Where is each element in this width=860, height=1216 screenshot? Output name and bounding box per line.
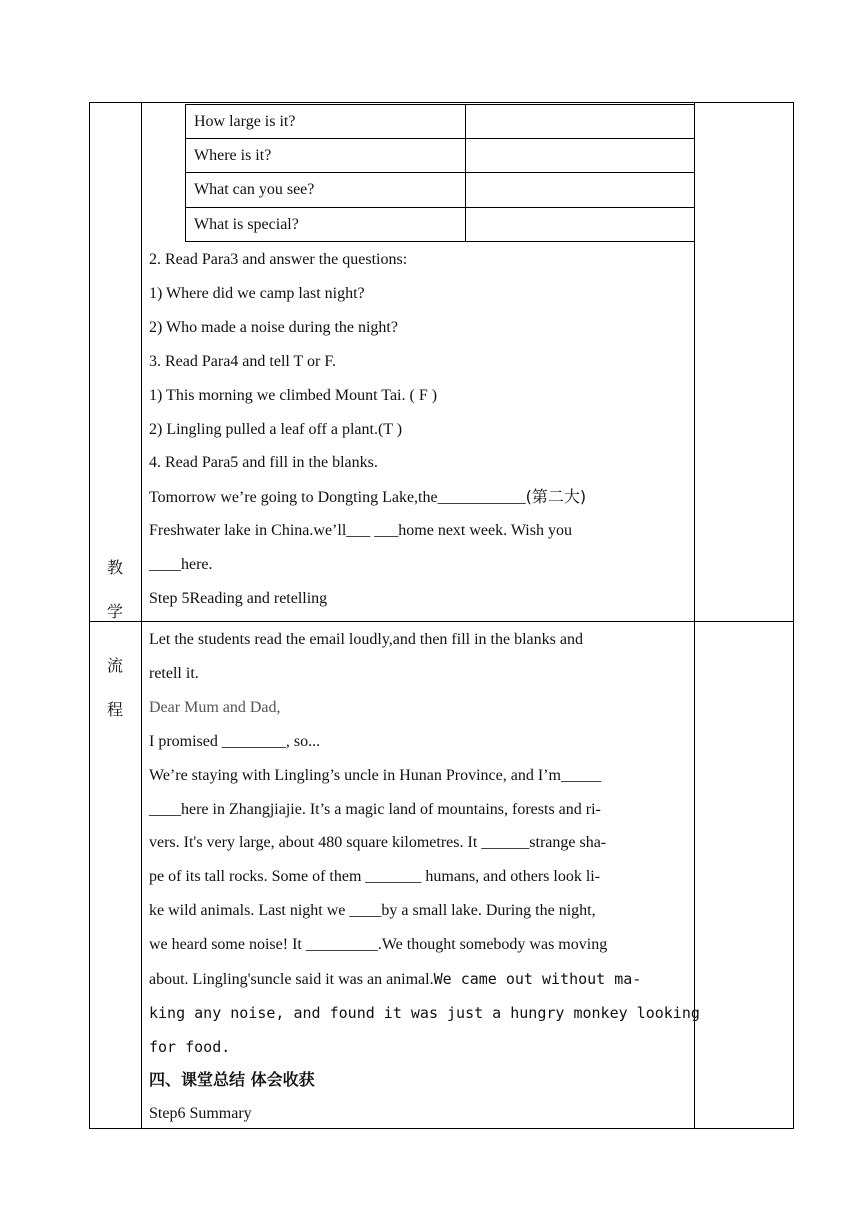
step5-heading: Step 5Reading and retelling <box>149 590 328 607</box>
para5-line: ____here. <box>149 556 213 573</box>
para3-instruction: 2. Read Para3 and answer the questions: <box>149 251 408 268</box>
email-line: we heard some noise! It _________.We thought somebody was moving <box>149 936 608 953</box>
side-label-xue: 学 <box>107 602 124 621</box>
instruction-line: Let the students read the email loudly,and then fill in the blanks and <box>149 631 583 648</box>
email-line: I promised ________, so... <box>149 733 321 750</box>
step6-heading: Step6 Summary <box>149 1105 252 1122</box>
email-line: king any noise, and found it was just a hungry monkey looking <box>149 1004 700 1022</box>
para5-hint: (第二大) <box>525 487 587 506</box>
side-label-cheng: 程 <box>107 700 124 719</box>
inner-row-question: How large is it? <box>194 113 296 130</box>
email-text: about. Lingling'suncle said it was an animal. <box>149 971 434 988</box>
email-text-mono: We came out without ma- <box>433 970 642 988</box>
side-label-jiao: 教 <box>107 558 124 577</box>
question-line: 2) Who made a noise during the night? <box>149 319 398 336</box>
summary-heading: 四、课堂总结 体会收获 <box>149 1070 315 1089</box>
side-label-liu: 流 <box>107 656 124 675</box>
para5-line: Freshwater lake in China.we’ll___ ___home next week. Wish you <box>149 522 572 539</box>
email-line <box>149 969 641 990</box>
para5-blank: ___________ <box>437 489 526 506</box>
para5-line <box>149 487 586 508</box>
email-line: We’re staying with Lingling’s uncle in Hunan Province, and I’m_____ <box>149 767 601 784</box>
question-line: 1) Where did we camp last night? <box>149 285 365 302</box>
email-line: ____here in Zhangjiajie. It’s a magic land of mountains, forests and ri- <box>149 801 601 818</box>
email-line: for food. <box>149 1038 231 1056</box>
para5-text: Tomorrow we’re going to Dongting Lake,the <box>149 489 438 506</box>
email-line: vers. It's very large, about 480 square kilometres. It ______strange sha- <box>149 834 607 851</box>
true-false-line: 2) Lingling pulled a leaf off a plant.(T ) <box>149 421 403 438</box>
inner-row-question: What can you see? <box>194 181 315 198</box>
instruction-line: retell it. <box>149 665 199 682</box>
true-false-line: 1) This morning we climbed Mount Tai. ( F ) <box>149 387 438 404</box>
email-greeting: Dear Mum and Dad, <box>149 699 281 716</box>
para5-instruction: 4. Read Para5 and fill in the blanks. <box>149 454 378 471</box>
para4-instruction: 3. Read Para4 and tell T or F. <box>149 353 336 370</box>
inner-row-question: Where is it? <box>194 147 272 164</box>
inner-row-question: What is special? <box>194 216 299 233</box>
email-line: ke wild animals. Last night we ____by a small lake. During the night, <box>149 902 596 919</box>
email-line: pe of its tall rocks. Some of them _______ humans, and others look li- <box>149 868 601 885</box>
